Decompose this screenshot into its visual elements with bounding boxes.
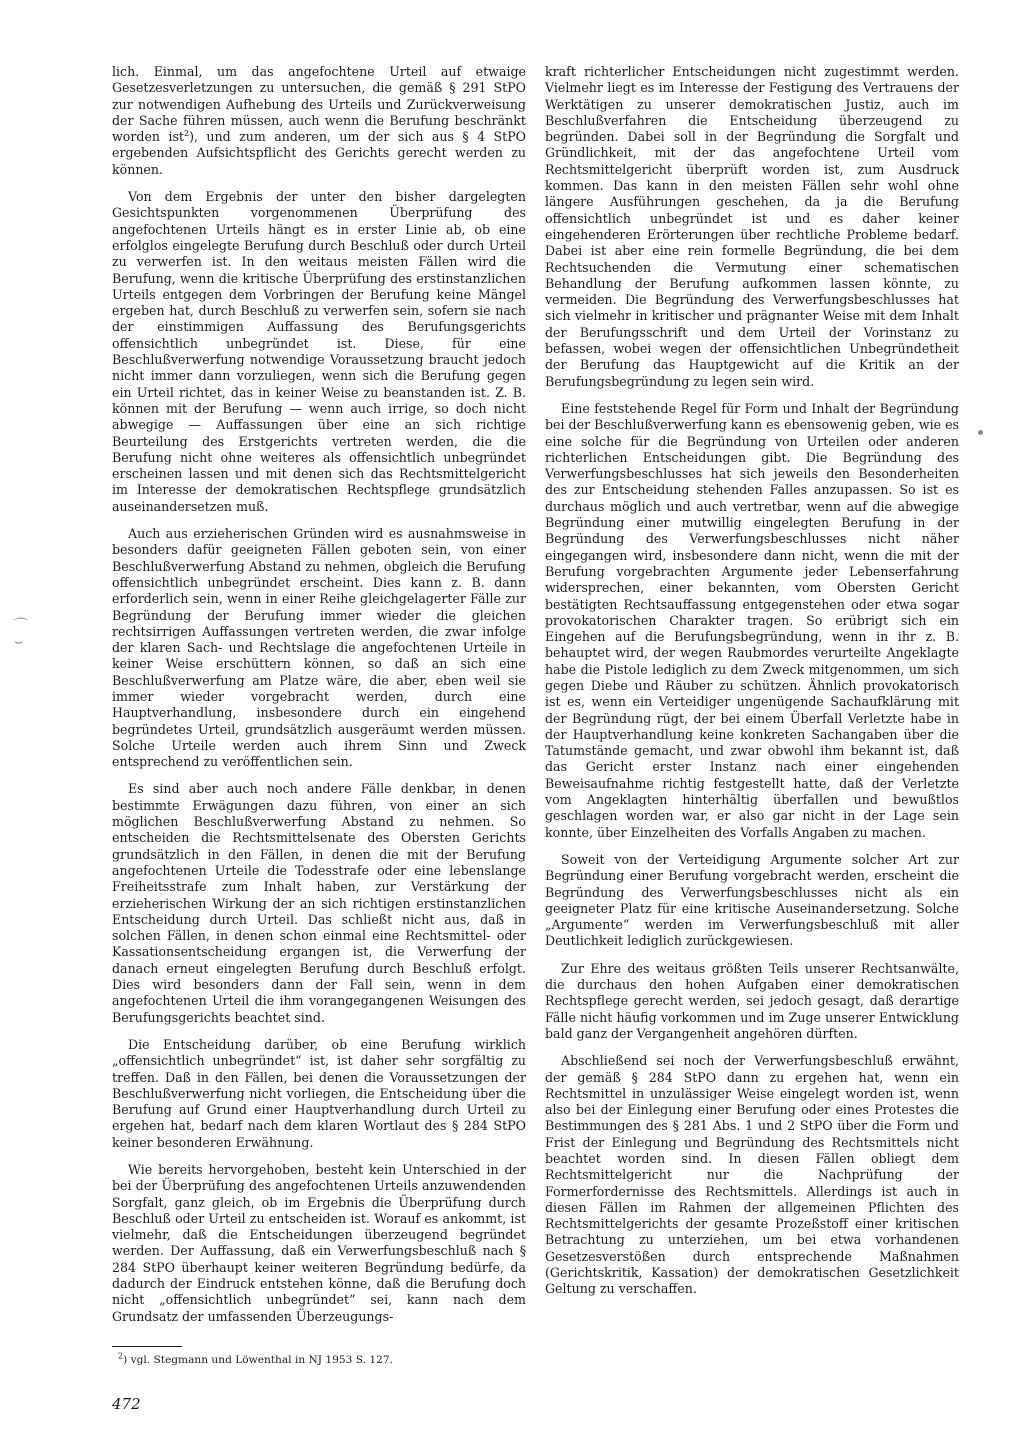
right-paragraph-2: Eine feststehende Regel für Form und Inhalt der Begründung bei der Beschlußverwerfung kann es ebensowenig geben, wie es eine solche für die Begründung von Urteilen oder anderen richterlichen Entscheidungen gibt. Die Begründung des Verwerfungsbeschlusses hat sich jeweils den Besonderheiten des zur Entscheidung stehenden Falles anzupassen. So ist es durchaus möglich und auch vertretbar, wenn auf die abwegige Begründung einer mutwillig eingelegten Berufung in der Begründung des Verwerfungsbeschlusses nicht näher eingegangen wird, insbesondere dann nicht, wenn die mit der Berufung vorgebrachten Argumente jeder Lebenserfahrung widersprechen, einer bekannten, vom Obersten Gericht bestätigten Rechtsauffassung entgegenstehen oder etwa sogar provokatorischen Charakter tragen. So erübrigt sich ein Eingehen auf die Berufungsbegründung, wenn in ihr z. B. behauptet wird, der wegen Raubmordes verurteilte Angeklagte habe die Pistole lediglich zu dem Zweck mitgenommen, um sich gegen Diebe und Räuber zu schützen. Ähnlich provokatorisch ist es, wenn ein Verteidiger ungenügende Sachaufklärung mit der Begründung rügt, der bei einem Überfall Verletzte habe in der Hauptverhandlung keine konkreten Sachangaben über die Tatumstände gemacht, und zwar obwohl ihm bekannt ist, daß das Gericht erster Instanz nach einer eingehenden Beweisaufnahme richtig festgestellt hatte, daß der Verletzte vom Angeklagten hinterhältig überfallen und bewußtlos geschlagen worden war, er also gar nicht in der Lage sein konnte, über Einzelheiten des Vorfalls Angaben zu machen. [545, 400, 959, 840]
left-column [112, 64, 526, 1336]
scan-dot [978, 430, 983, 435]
left-paragraph-2: Von dem Ergebnis der unter den bisher dargelegten Gesichtspunkten vorgenommenen Überprüfung des angefochtenen Urteils hängt es in erster Linie ab, ob eine erfolglos eingelegte Berufung durch Beschluß oder durch Urteil zu verwerfen ist. In den weitaus meisten Fällen wird die Berufung, wenn die kritische Überprüfung des erstinstanzlichen Urteils entgegen dem Vorbringen der Berufung keine Mängel ergeben hat, durch Beschluß zu verwerfen sein, sofern sie nach der einstimmigen Auffassung des Berufungsgerichts offensichtlich unbegründet ist. Diese, für eine Beschlußverwerfung notwendige Voraussetzung braucht jedoch nicht immer dann vorzuliegen, wenn sich die Berufung gegen ein Urteil richtet, das in keiner Weise zu beanstanden ist. Z. B. können mit der Berufung — wenn auch irrige, so doch nicht abwegige — Auffassungen über eine an sich richtige Beurteilung des Erstgerichts vertreten werden, die die Berufung nicht ohne weiteres als offensichtlich unbegründet erscheinen lassen und mit denen sich das Rechtsmittelgericht im Interesse der demokratischen Rechtspflege grundsätzlich auseinandersetzen muß. [112, 189, 526, 514]
right-paragraph-3: Soweit von der Verteidigung Argumente solcher Art zur Begründung einer Berufung vorgebracht werden, erscheint die Begründung des Verwerfungsbeschlusses nicht als ein geeigneter Platz für eine kritische Auseinandersetzung. Solche „Argumente“ werden im Verwerfungsbeschluß mit aller Deutlichkeit lediglich zurückgewiesen. [545, 851, 959, 949]
right-paragraph-4: Zur Ehre des weitaus größten Teils unserer Rechtsanwälte, die durchaus den hohen Aufgaben einer demokratischen Rechtspflege gerecht werden, sei jedoch gesagt, daß derartige Fälle nicht häufig vorkommen und im Zuge unserer Entwicklung bald ganz der Vergangenheit angehören dürften. [545, 960, 959, 1041]
right-paragraph-5: Abschließend sei noch der Verwerfungsbeschluß erwähnt, der gemäß § 284 StPO dann zu ergehen hat, wenn ein Rechtsmittel in unzulässiger Weise eingelegt worden ist, wenn also bei der Einlegung einer Berufung oder eines Protestes die Bestimmungen des § 281 Abs. 1 und 2 StPO über die Form und Frist der Einlegung und Begründung des Rechtsmittels nicht beachtet worden sind. In diesen Fällen obliegt dem Rechtsmittelgericht nur die Nachprüfung der Formerfordernisse des Rechtsmittels. Allerdings ist auch in diesen Fällen im Rahmen der allgemeinen Pflichten des Rechtsmittelgerichts der gesamte Prozeßstoff einer kritischen Betrachtung zu unterziehen, um bei etwa vorhandenen Gesetzesverstößen durch entsprechende Maßnahmen (Gerichtskritik, Kassation) der demokratischen Gesetzlichkeit Geltung zu verschaffen. [545, 1053, 959, 1297]
left-paragraph-6: Wie bereits hervorgehoben, besteht kein Unterschied in der bei der Überprüfung des angefochtenen Urteils anzuwendenden Sorgfalt, ganz gleich, ob im Ergebnis die Überprüfung durch Beschluß oder Urteil zu entscheiden ist. Worauf es ankommt, ist vielmehr, daß die Entscheidungen überzeugend begründet werden. Der Auffassung, daß ein Verwerfungsbeschluß nach § 284 StPO überhaupt keiner weiteren Begründung bedürfe, da dadurch der Eindruck entstehen könne, daß die Berufung doch nicht „offensichtlich unbegründet“ sei, kann nach dem Grundsatz der umfassenden Überzeugungs- [112, 1162, 526, 1324]
page-number: 472 [112, 1395, 141, 1413]
footnote: $^2$) vgl. Stegmann und Löwenthal in NJ 1953 S. 127. [118, 1351, 393, 1366]
left-paragraph-4: Es sind aber auch noch andere Fälle denkbar, in denen bestimmte Erwägungen dazu führen, von einer an sich möglichen Beschlußverwerfung Abstand zu nehmen. So entscheiden die Rechtsmittelsenate des Obersten Gerichts grundsätzlich in den Fällen, in denen die mit der Berufung angefochtenen Urteile die Todesstrafe oder eine lebenslange Freiheitsstrafe zum Inhalt haben, zur Verstärkung der erzieherischen Wirkung der an sich richtigen erstinstanzlichen Entscheidung durch Urteil. Das schließt nicht aus, daß in solchen Fällen, in denen schon einmal eine Rechtsmittel- oder Kassationsentscheidung ergangen ist, die Verwerfung der danach erneut eingelegten Berufung durch Beschluß erfolgt. Dies wird besonders dann der Fall sein, wenn in dem angefochtenen Urteil die ihm vorangegangenen Weisungen des Berufungsgerichts beachtet sind. [112, 781, 526, 1025]
right-column [545, 64, 959, 1309]
footnote-rule [112, 1346, 182, 1347]
right-paragraph-1: kraft richterlicher Entscheidungen nicht zugestimmt werden. Vielmehr liegt es im Interesse der Festigung des Vertrauens der Werktätigen zu unserer demokratischen Justiz, auch im Beschlußverfahren die Entscheidung überzeugend zu begründen. Dabei soll in der Begründung die Sorgfalt und Gründlichkeit, mit der das angefochtene Urteil vom Rechtsmittelgericht überprüft worden ist, zum Ausdruck kommen. Das kann in den meisten Fällen sehr wohl ohne längere Ausführungen geschehen, da ja die Berufung offensichtlich unbegründet ist und es daher keiner eingehenderen Erörterungen über rechtliche Probleme bedarf. Dabei ist aber eine rein formelle Begründung, die bei dem Rechtsuchenden die Vermutung einer schematischen Behandlung der Berufung aufkommen lassen könnte, zu vermeiden. Die Begründung des Verwerfungsbeschlusses hat sich vielmehr in kritischer und prägnanter Weise mit dem Inhalt der Berufungsschrift und dem Urteil der Vorinstanz zu befassen, wobei wegen der offensichtlichen Unbegründetheit der Berufung das Hauptgewicht auf die Kritik an der Berufungsbegründung zu legen sein wird. [545, 64, 959, 389]
margin-scan-mark: ⌒ ⌣ [14, 618, 28, 650]
left-paragraph-3: Auch aus erzieherischen Gründen wird es ausnahmsweise in besonders dafür geeigneten Fällen geboten sein, von einer Beschlußverwerfung Abstand zu nehmen, obgleich die Berufung offensichtlich unbegründet erscheint. Dies kann z. B. dann erforderlich sein, wenn in einer Reihe gleichgelagerter Fälle zur Begründung der Berufung immer wieder die gleichen rechtsirrigen Auffassungen vertreten werden, die zwar infolge der klaren Sach- und Rechtslage die angefochtenen Urteile in keiner Weise erschüttern können, so daß an sich eine Beschlußverwerfung am Platze wäre, die aber, eben weil sie immer wieder vorgebracht werden, durch eine Hauptverhandlung, insbesondere durch ein eingehend begründetes Urteil, grundsätzlich ausgeräumt werden müssen. Solche Urteile werden auch ihrem Sinn und Zweck entsprechend zu veröffentlichen sein. [112, 526, 526, 770]
left-paragraph-1: lich. Einmal, um das angefochtene Urteil auf etwaige Gesetzesverletzungen zu untersuchen, die gemäß § 291 StPO zur notwendigen Aufhebung des Urteils und Zurückverweisung der Sache führen müssen, auch wenn die Berufung beschränkt worden ist$^2$), und zum anderen, um der sich aus § 4 StPO ergebenden Aufsichtspflicht des Gerichts gerecht werden zu können. [112, 64, 527, 177]
left-paragraph-5: Die Entscheidung darüber, ob eine Berufung wirklich „offensichtlich unbegründet“ ist, ist daher sehr sorgfältig zu treffen. Daß in den Fällen, bei denen die Voraussetzungen der Beschlußverwerfung nicht vorliegen, die Entscheidung über die Berufung auf Grund einer Hauptverhandlung durch Urteil zu ergehen hat, bedarf nach dem klaren Wortlaut des § 284 StPO keiner besonderen Erwähnung. [112, 1036, 526, 1150]
